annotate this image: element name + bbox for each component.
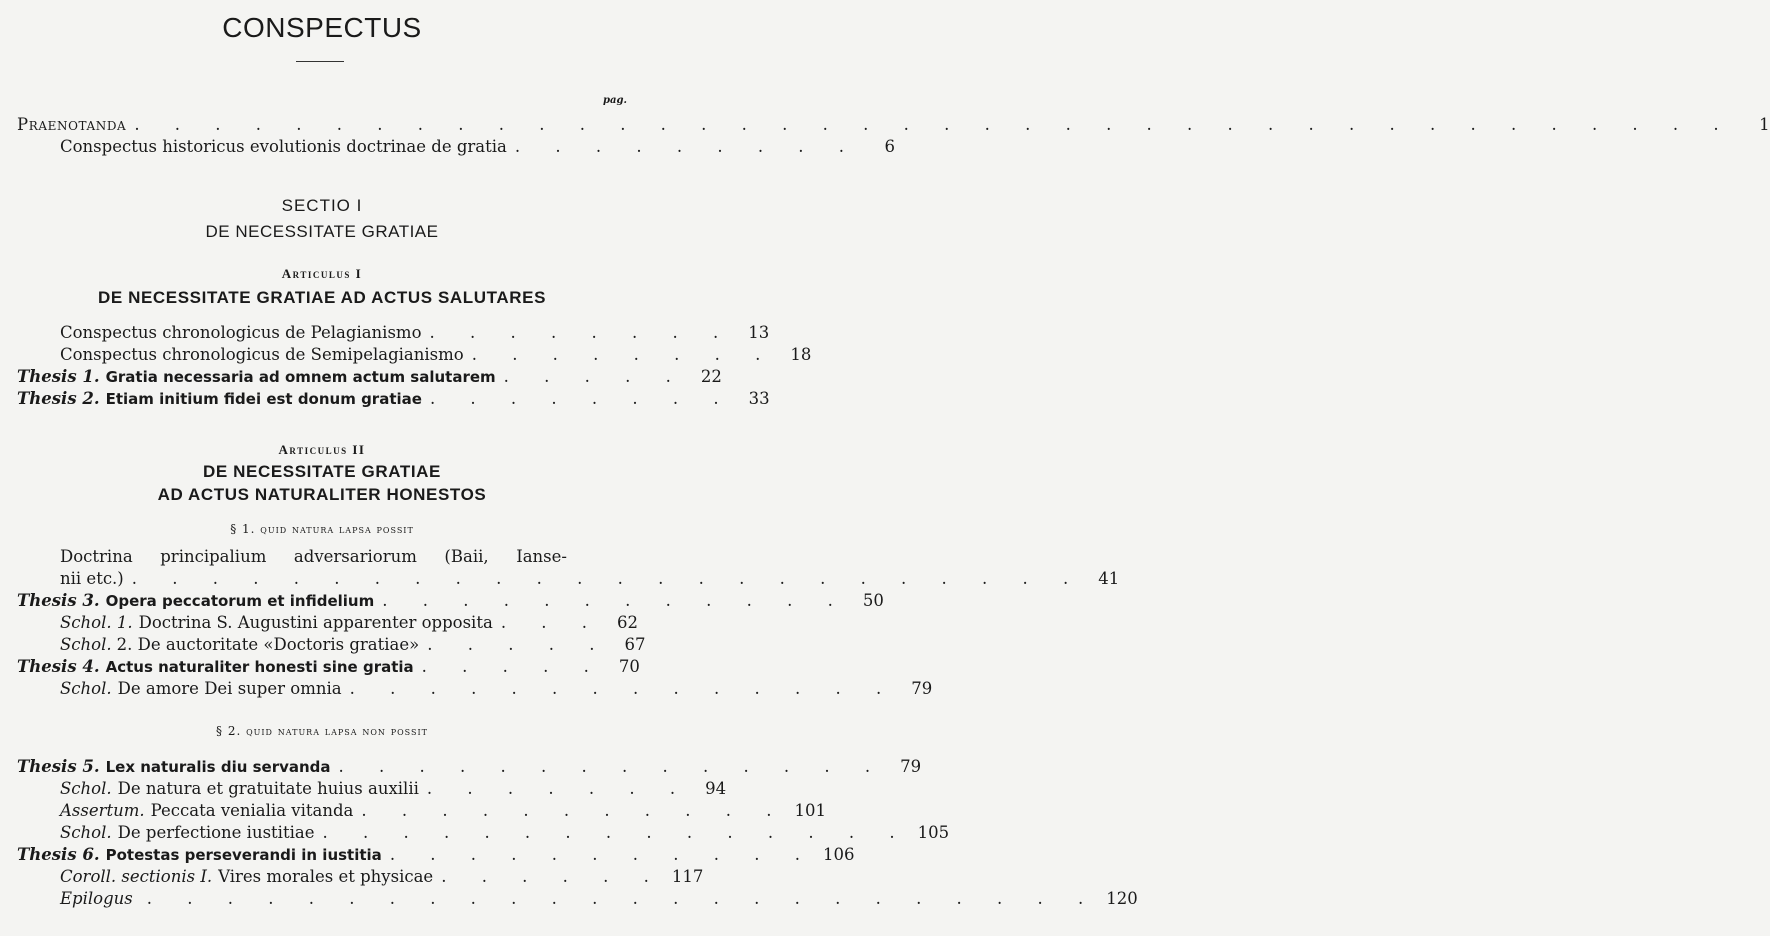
thesis-number: Thesis 2. <box>17 389 100 408</box>
scholion-label: Schol. <box>60 679 112 698</box>
entry-page: 33 <box>748 389 770 408</box>
entry-page: 79 <box>911 679 933 698</box>
toc-entry-scholion[interactable] <box>60 634 646 656</box>
thesis-number: Thesis 5. <box>17 757 100 776</box>
entry-label: Opera peccatorum et infidelium <box>105 592 375 610</box>
section-title: DE NECESSITATE GRATIAE <box>205 222 439 241</box>
scholion-label: Schol. <box>60 823 112 842</box>
entry-page: 101 <box>794 801 827 820</box>
scholion-label: Schol. <box>60 635 112 654</box>
entry-label: nii etc.) <box>60 569 124 588</box>
assertum-label: Assertum. <box>60 801 145 820</box>
entry-label: Doctrina S. Augustini apparenter opposita <box>138 613 493 632</box>
toc-entry-scholion[interactable] <box>60 678 933 700</box>
leader-dots: . . . . . . . . . . . . . . <box>349 679 897 698</box>
entry-page: 18 <box>790 345 812 364</box>
leader-dots: . . . <box>500 613 603 632</box>
leader-dots: . . . . . . . . . . . . . . . <box>322 823 910 842</box>
title-rule <box>296 61 344 62</box>
entry-label: De natura et gratuitate huius auxilii <box>117 779 419 798</box>
doctrina-line-1: Doctrina principalium adversariorum (Baii, Ianse- <box>60 547 567 566</box>
entry-page: 94 <box>705 779 727 798</box>
entry-page: 1 <box>1759 115 1770 134</box>
entry-page: 50 <box>862 591 884 610</box>
entry-page: 70 <box>618 657 640 676</box>
toc-entry-conspectus-historicus[interactable] <box>60 136 896 158</box>
entry-page: 62 <box>617 613 639 632</box>
thesis-number: Thesis 6. <box>17 845 100 864</box>
toc-entry-thesis-3[interactable] <box>17 590 884 612</box>
toc-entry-praenotanda[interactable] <box>17 114 1770 136</box>
epilogus-label: Epilogus <box>60 889 133 908</box>
toc-entry-corollarium[interactable] <box>60 866 704 888</box>
leader-dots: . . . . . . . . <box>429 323 734 342</box>
page-title: CONSPECTUS <box>222 12 422 43</box>
entry-label: Gratia necessaria ad omnem actum salutarem <box>105 368 496 386</box>
toc-entry-scholion[interactable] <box>60 612 639 634</box>
entry-page: 106 <box>822 845 855 864</box>
toc-entry-doctrina[interactable] <box>60 568 1120 590</box>
entry-label: Lex naturalis diu servanda <box>105 758 331 776</box>
leader-dots: . . . . . <box>427 635 610 654</box>
entry-page: 105 <box>917 823 950 842</box>
entry-label: Potestas perseverandi in iustitia <box>105 846 382 864</box>
entry-label: De amore Dei super omnia <box>117 679 342 698</box>
entry-page: 67 <box>624 635 646 654</box>
entry-page: 79 <box>900 757 922 776</box>
paragraph-2-heading: § 2. quid natura lapsa non possit <box>216 724 428 738</box>
article-2-title-line2: AD ACTUS NATURALITER HONESTOS <box>157 485 487 504</box>
leader-dots: . . . . . <box>503 367 686 386</box>
entry-page: 41 <box>1098 569 1120 588</box>
leader-dots: . . . . . . . . . . . . . . . . . . . . . . . . <box>146 889 1099 908</box>
page-column-label: pag. <box>603 95 627 106</box>
toc-entry-thesis-6[interactable] <box>17 844 855 866</box>
entry-label: Conspectus chronologicus de Pelagianismo <box>60 323 422 342</box>
scholion-label: Schol. 1. <box>60 613 133 632</box>
article-1-label: Articulus I <box>281 266 363 281</box>
corollarium-label: Coroll. sectionis I. <box>60 867 213 886</box>
leader-dots: . . . . . . . . . <box>514 137 860 156</box>
leader-dots: . . . . . . . <box>426 779 691 798</box>
thesis-number: Thesis 1. <box>17 367 100 386</box>
toc-entry-scholion[interactable] <box>60 778 727 800</box>
article-1-title: DE NECESSITATE GRATIAE AD ACTUS SALUTARES <box>97 288 547 307</box>
entry-label: Praenotanda <box>17 115 127 134</box>
toc-entry-scholion[interactable] <box>60 822 950 844</box>
leader-dots: . . . . . . . . . . . <box>389 845 815 864</box>
entry-label: De perfectione iustitiae <box>117 823 315 842</box>
article-2-label: Articulus II <box>278 442 366 457</box>
leader-dots: . . . . . . . . . . . . . . . . . . . . . . . . . . . . . . . . . . . . . . . . <box>134 115 1734 134</box>
leader-dots: . . . . . . . . . . . . . . <box>338 757 886 776</box>
article-2-title-line1: DE NECESSITATE GRATIAE <box>203 462 441 481</box>
thesis-number: Thesis 4. <box>17 657 100 676</box>
toc-entry[interactable] <box>60 322 770 344</box>
leader-dots: . . . . . . . . <box>471 345 776 364</box>
section-label: SECTIO I <box>281 196 363 215</box>
leader-dots: . . . . . . <box>441 867 664 886</box>
entry-page: 120 <box>1106 889 1138 908</box>
toc-entry-assertum[interactable] <box>60 800 827 822</box>
toc-entry[interactable] <box>60 344 812 366</box>
entry-label: Vires morales et physicae <box>218 867 434 886</box>
leader-dots: . . . . . . . . . . . <box>361 801 787 820</box>
entry-page: 117 <box>671 867 704 886</box>
paragraph-1-heading: § 1. quid natura lapsa possit <box>230 522 414 536</box>
toc-entry-thesis-4[interactable] <box>17 656 640 678</box>
thesis-number: Thesis 3. <box>17 591 100 610</box>
entry-page: 6 <box>884 137 896 156</box>
entry-label: 2. De auctoritate «Doctoris gratiae» <box>116 635 420 654</box>
toc-entry-thesis-5[interactable] <box>17 756 922 778</box>
entry-page: 13 <box>748 323 770 342</box>
toc-entry-thesis-2[interactable] <box>17 388 770 410</box>
entry-label: Conspectus chronologicus de Semipelagianismo <box>60 345 464 364</box>
toc-entry-thesis-1[interactable] <box>17 366 722 388</box>
leader-dots: . . . . . . . . . . . . <box>382 591 848 610</box>
leader-dots: . . . . . . . . . . . . . . . . . . . . . . . . <box>131 569 1084 588</box>
leader-dots: . . . . . <box>421 657 604 676</box>
toc-entry-epilogus[interactable] <box>60 888 1138 910</box>
scholion-label: Schol. <box>60 779 112 798</box>
entry-label: Peccata venialia vitanda <box>150 801 354 820</box>
entry-label: Actus naturaliter honesti sine gratia <box>105 658 414 676</box>
entry-label: Etiam initium fidei est donum gratiae <box>105 390 422 408</box>
entry-label: Conspectus historicus evolutionis doctrinae de gratia <box>60 137 507 156</box>
entry-page: 22 <box>700 367 722 386</box>
leader-dots: . . . . . . . . <box>429 389 734 408</box>
